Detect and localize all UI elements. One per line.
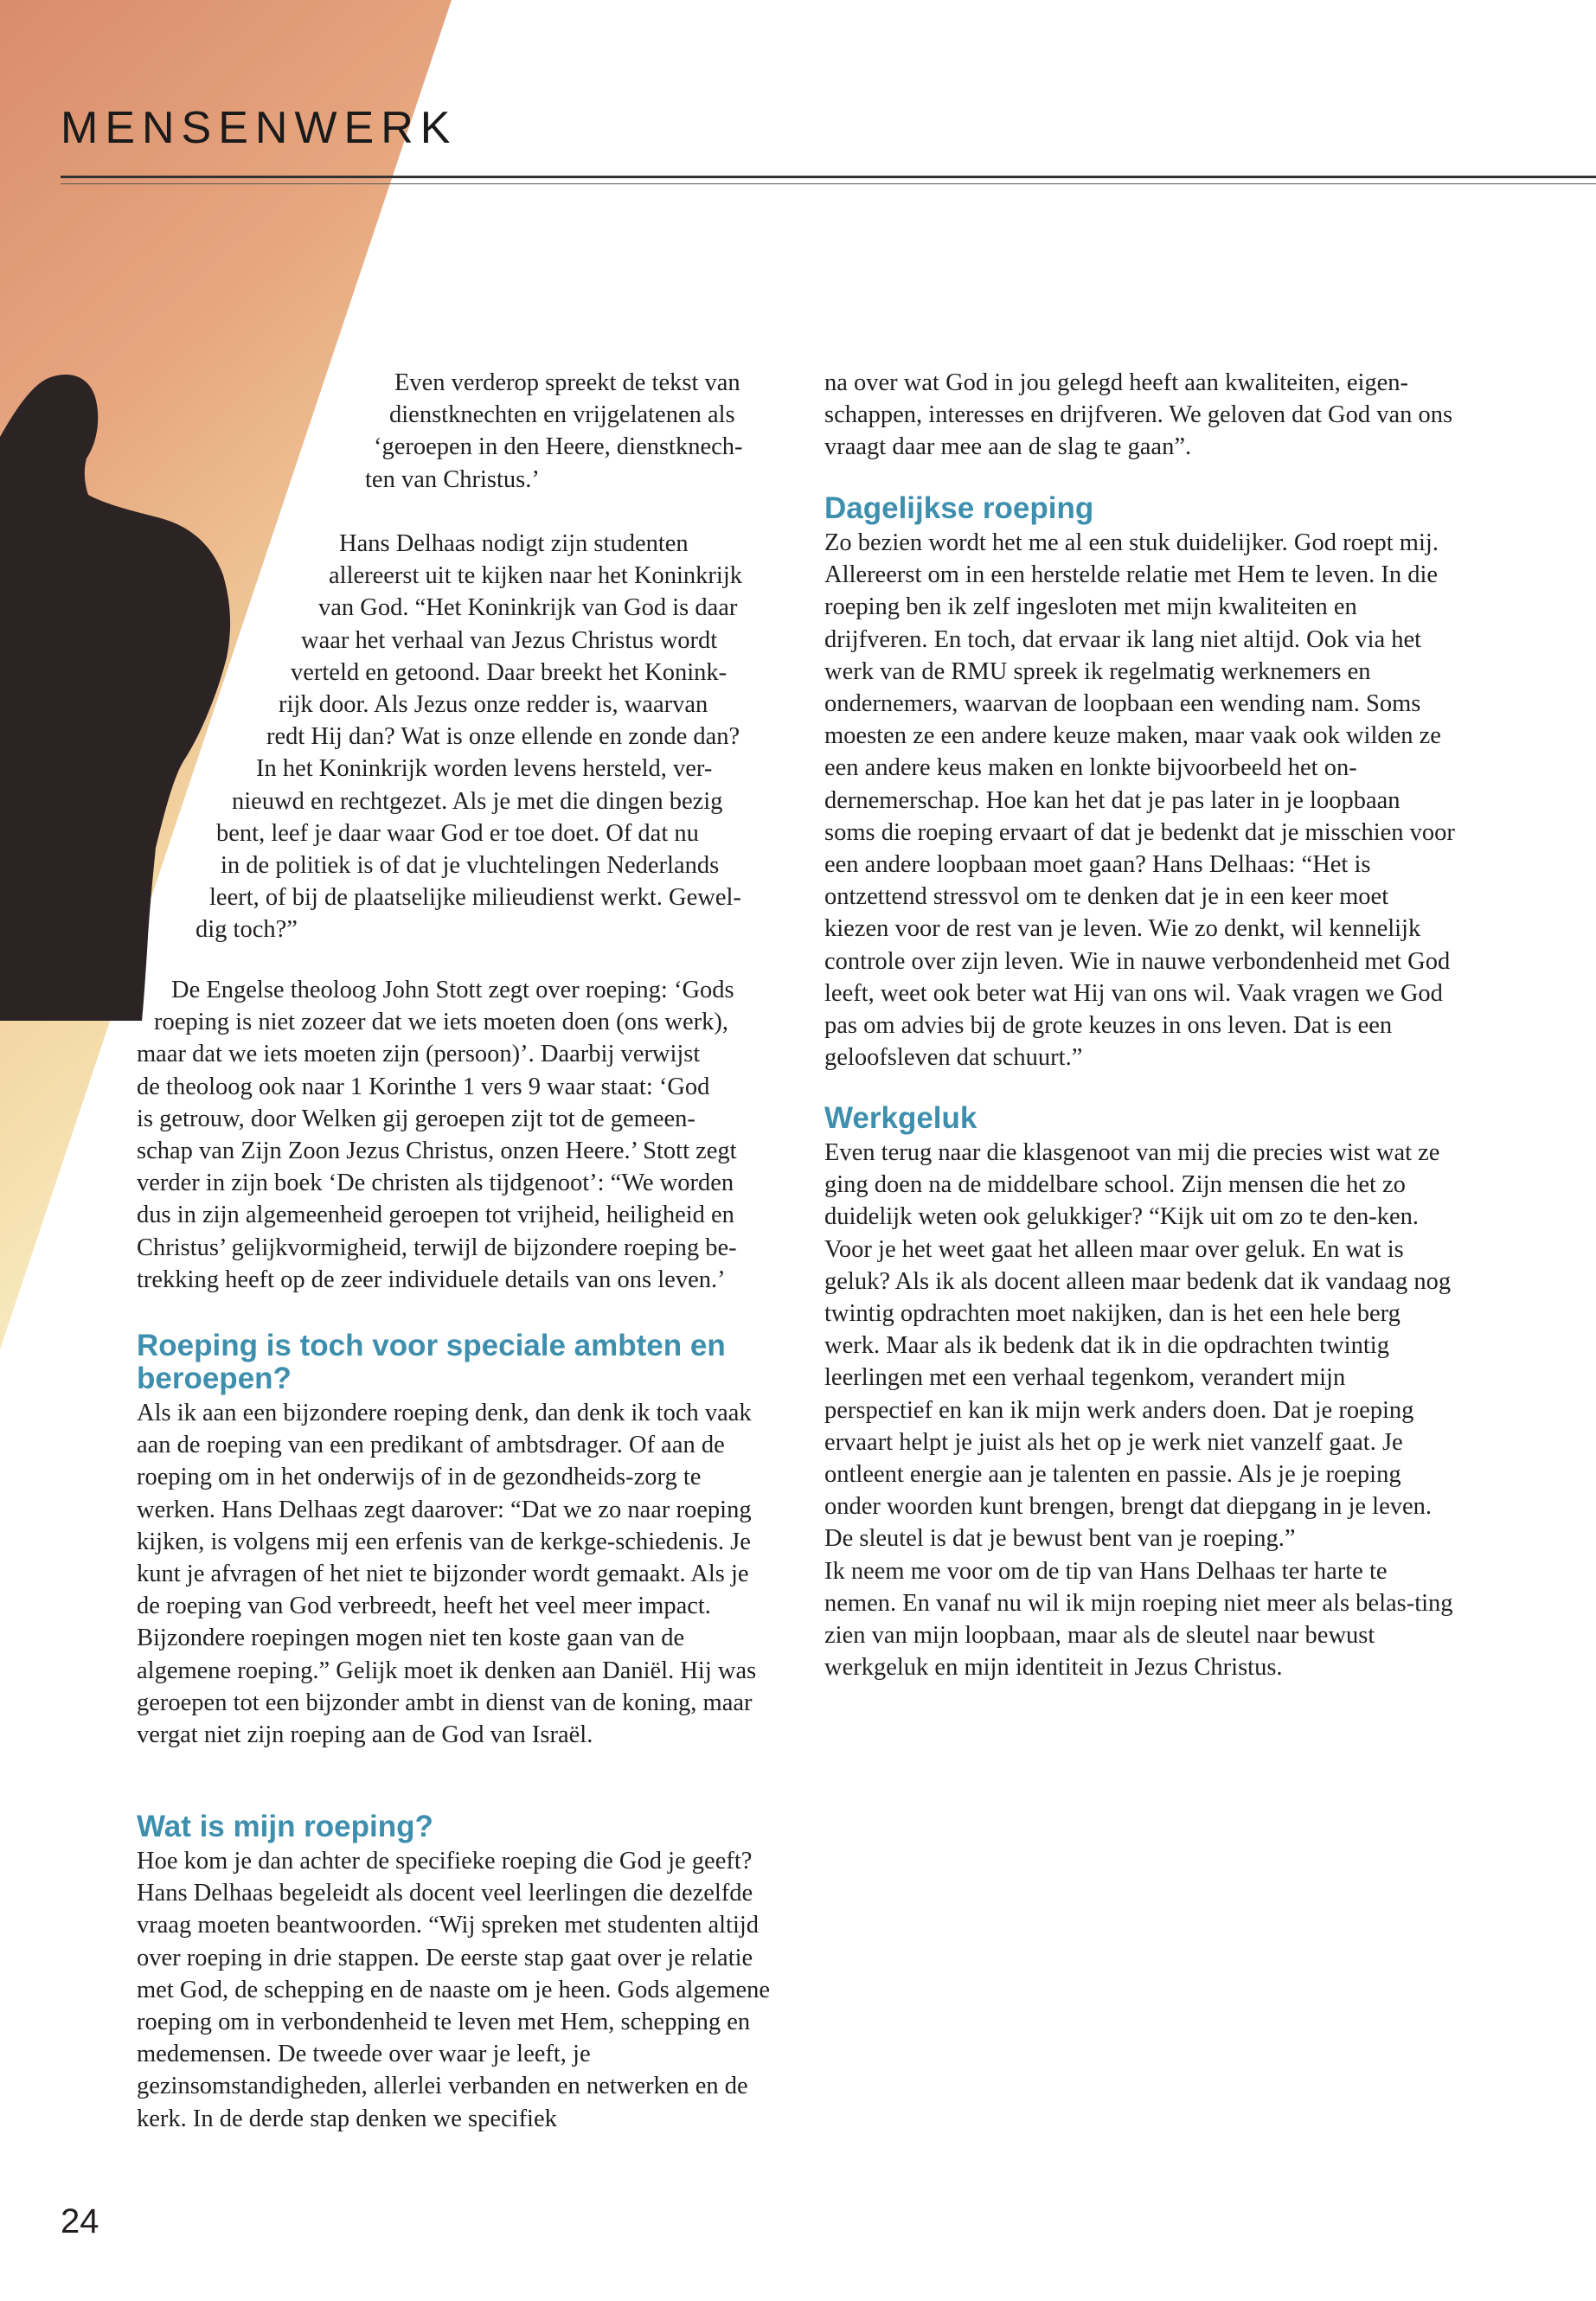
text-line: nieuwd en rechtgezet. Als je met die dingen bezig <box>232 787 723 815</box>
text-line: ‘geroepen in den Heere, dienstknech- <box>374 433 743 461</box>
section-title: MENSENWERK <box>61 103 458 153</box>
text-line: verder in zijn boek ‘De christen als tijdgenoot’: “We worden <box>137 1170 734 1197</box>
text-line: Christus’ gelijkvormigheid, terwijl de bijzondere roeping be- <box>137 1234 737 1261</box>
text-line: trekking heeft op de zeer individuele details van ons leven.’ <box>137 1266 726 1293</box>
text-line: Hans Delhaas nodigt zijn studenten <box>339 530 689 557</box>
text-line: Even verderop spreekt de tekst van <box>394 369 740 396</box>
text-line: rijk door. Als Jezus onze redder is, waarvan <box>279 691 708 719</box>
section-body: Hoe kom je dan achter de specifieke roeping die God je geeft? Hans Delhaas begeleidt als docent veel leerlingen die dezelfde vraag moeten beantwoorden. “Wij spreken met studenten altijd over roeping in drie stappen. De eerste stap gaat over je relatie met God, de schepping en de naaste om je heen. Gods algemene roeping om in verbondenheid te leven met Hem, schepping en medemensen. De tweede over waar je leeft, je gezinsomstandigheden, allerlei verbanden en netwerken en de kerk. In de derde stap denken we specifiek <box>137 1848 771 2132</box>
section-body: na over wat God in jou gelegd heeft aan kwaliteiten, eigen-schappen, interesses en drijfveren. We geloven dat God van ons vraagt daar mee aan de slag te gaan”. <box>824 369 1453 461</box>
text-line: van God. “Het Koninkrijk van God is daar <box>318 594 738 622</box>
header-rule <box>61 176 1596 178</box>
page-number: 24 <box>61 2202 99 2240</box>
text-line: In het Koninkrijk worden levens hersteld, ver- <box>256 755 713 783</box>
section-heading: Wat is mijn roeping? <box>137 1810 433 1843</box>
right-intro <box>824 367 1456 464</box>
closing-paragraph: Ik neem me voor om de tip van Hans Delhaas ter harte te nemen. En vanaf nu wil ik mijn roeping niet meer als belas-ting zien van mijn loopbaan, maar als de sleutel naar bewust werkgeluk en mijn identiteit in Jezus Christus. <box>824 1557 1453 1682</box>
stott-paragraph <box>0 974 779 1296</box>
text-line: dienstknechten en vrijgelatenen als <box>389 401 735 429</box>
section-body: Even terug naar die klasgenoot van mij die precies wist wat ze ging doen na de middelbare school. Zijn mensen die het zo duidelijk weten ook gelukkiger? “Kijk uit om zo te den-ken. Voor je het weet gaat het alleen maar over geluk. En wat is geluk? Als ik als docent alleen maar bedenk dat ik vandaag nog twintig opdrachten moet nakijken, dan is het een hele berg werk. Maar als ik bedenk dat ik in die opdrachten twintig leerlingen met een verhaal tegenkom, verandert mijn perspectief en kan ik mijn werk anders doen. Dat je roeping ervaart helpt je juist als het op je werk niet vanzelf gaat. Je ontleent energie aan je talenten en passie. Als je je roeping onder woorden kunt brengen, brengt dat diepgang in je leven. De sleutel is dat je bewust bent van je roeping.” <box>824 1139 1452 1553</box>
section-body: Zo bezien wordt het me al een stuk duidelijker. God roept mij. Allereerst om in een herstelde relatie met Hem te leven. In die roeping ben ik zelf ingesloten met mijn kwaliteiten en drijfveren. En toch, dat ervaar ik lang niet altijd. Ook via het werk van de RMU spreek ik regelmatig werknemers en ondernemers, waarvan de loopbaan een wending nam. Soms moesten ze een andere keuze maken, maar vaak ook wilden ze een andere keus maken en lonkte bijvoorbeeld het on-dernemerschap. Hoe kan het dat je pas later in je loopbaan soms die roeping ervaart of dat je bedenkt dat je misschien voor een andere loopbaan moet gaan? Hans Delhaas: “Het is ontzettend stressvol om te denken dat je in een keer moet kiezen voor de rest van je leven. Wie zo denkt, wil kennelijk controle over zijn leven. Wie in nauwe verbondenheid met God leeft, weet ook beter wat Hij van ons wil. Vaak vragen we God pas om advies bij de grote keuzes in ons leven. Dat is een geloofsleven dat schuurt.” <box>824 529 1455 1072</box>
section-body: Als ik aan een bijzondere roeping denk, dan denk ik toch vaak aan de roeping van een predikant of ambtsdrager. Of aan de roeping om in het onderwijs of in de gezondheids-zorg te werken. Hans Delhaas zegt daarover: “Dat we zo naar roeping kijken, is volgens mij een erfenis van de kerkge-schiedenis. Je kunt je afvragen of het niet te bijzonder wordt gemaakt. Als je de roeping van God verbreedt, heeft het veel meer impact. Bijzondere roepingen mogen niet ten koste gaan van de algemene roeping.” Gelijk moet ik denken aan Daniël. Hij was geroepen tot een bijzonder ambt in dienst van de koning, maar vergat niet zijn roeping aan de God van Israël. <box>137 1400 757 1749</box>
text-line: maar dat we iets moeten zijn (persoon)’. Daarbij verwijst <box>137 1041 701 1068</box>
text-line: waar het verhaal van Jezus Christus wordt <box>301 626 718 654</box>
section-my-calling <box>137 1811 772 2135</box>
section-special-callings <box>137 1330 772 1751</box>
text-line: is getrouw, door Welken gij geroepen zijt tot de gemeen- <box>137 1105 695 1132</box>
text-line: redt Hij dan? Wat is onze ellende en zonde dan? <box>266 723 740 751</box>
section-heading: Werkgeluk <box>824 1101 977 1135</box>
text-line: dig toch?” <box>195 916 298 944</box>
text-line: schap van Zijn Zoon Jezus Christus, onzen Heere.’ Stott zegt <box>137 1138 737 1165</box>
intro-paragraph <box>0 367 779 496</box>
section-work-happiness <box>824 1102 1456 1683</box>
text-line: leert, of bij de plaatselijke milieudienst werkt. Gewel- <box>209 884 741 912</box>
text-line: ten van Christus.’ <box>365 465 540 493</box>
header-rule-thin <box>61 183 1596 184</box>
text-line: verteld en getoond. Daar breekt het Konink- <box>291 658 727 686</box>
text-line: de theoloog ook naar 1 Korinthe 1 vers 9 waar staat: ‘God <box>137 1073 710 1100</box>
section-heading: Roeping is toch voor speciale ambten en beroepen? <box>137 1329 726 1395</box>
section-heading: Dagelijkse roeping <box>824 491 1094 525</box>
text-line: De Engelse theoloog John Stott zegt over roeping: ‘Gods <box>171 977 734 1003</box>
delhaas-paragraph <box>0 528 779 946</box>
section-daily-calling <box>824 492 1456 1074</box>
text-line: in de politiek is of dat je vluchtelingen Nederlands <box>221 852 720 880</box>
text-line: bent, leef je daar waar God er toe doet. Of dat nu <box>216 819 699 847</box>
text-line: allereerst uit te kijken naar het Koninkrijk <box>329 562 743 590</box>
text-line: dus in zijn algemeenheid geroepen tot vrijheid, heiligheid en <box>137 1202 734 1229</box>
text-line: roeping is niet zozeer dat we iets moeten doen (ons werk), <box>154 1009 728 1036</box>
